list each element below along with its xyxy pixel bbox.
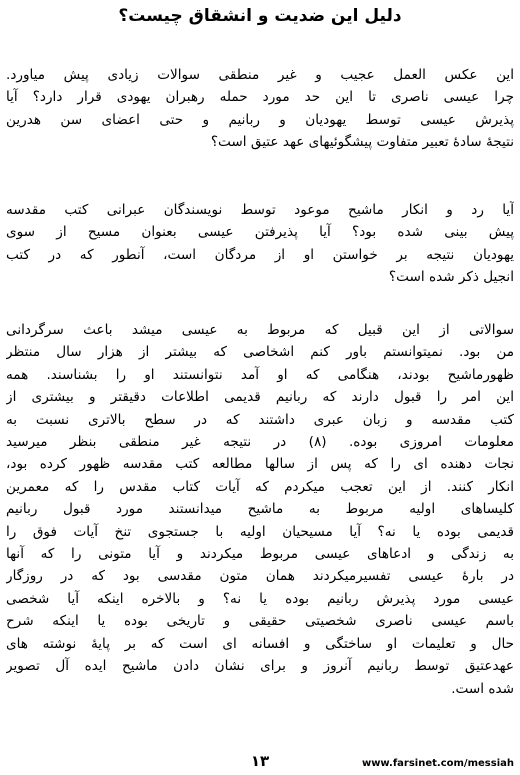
paragraph-line: عهدعتیق توسط ربانیم آنروز و برای نشان دادن ماشیح ایده آل تصویر <box>6 658 514 675</box>
paragraph-line: نجات دهنده ای را که پس از سالها مطالعه کتب مقدسه ظهور کرده بود، <box>6 456 514 473</box>
paragraph-line: حال و تعلیمات او ساختگی و افسانه ای است که بر پایهٔ نوشته های <box>6 635 514 652</box>
paragraph-line: پیش بینی شده بود؟ آیا پذیرفتن عیسی بعنوان مسیح از سوی <box>6 224 514 241</box>
paragraph-line: قدیمی بوده یا نه؟ آیا مسیحیان اولیه با جستجوی تنخ آیات فوق را <box>6 523 514 540</box>
paragraph-line: در بارهٔ عیسی تفسیرمیکردند همان متون مقدسی بود که در روزگار <box>6 568 514 585</box>
paragraph-line: کلیساهای اولیه مربوط به ماشیح میدانستند مورد قبول ربانیم <box>6 501 514 518</box>
paragraph-line: چرا عیسی ناصری تا این حد مورد حمله رهبران یهودی قرار دارد؟ آیا <box>6 89 514 106</box>
page-number: ۱۳ <box>250 752 270 770</box>
footer-url[interactable]: www.farsinet.com/messiah <box>361 758 514 769</box>
paragraph-line: یهودیان نتیجه بر خواستن او از مردگان است، آنطور که در کتب <box>6 246 514 263</box>
paragraph-line: شده است. <box>451 680 514 697</box>
paragraph-2 <box>6 199 514 289</box>
paragraph-line: انکار کنند. از این تعجب میکردم که آیات کتاب مقدس را که معمرین <box>6 478 514 495</box>
paragraph-line: این عکس العمل عجیب و غیر منطقی سوالات زیادی پیش میاورد. <box>6 67 514 83</box>
paragraph-line: پذیرش عیسی توسط یهودیان و ربانیم و حتی اعضای سن هدرین <box>6 111 514 128</box>
paragraph-line: آیا رد و انکار ماشیح موعود توسط نویسندگان عبرانی کتب مقدسه <box>6 202 514 218</box>
paragraph-line: معلومات امروزی بوده. (۸) در نتیجه غیر منطقی بنظر میرسید <box>6 434 514 451</box>
paragraph-line: من بود. نمیتوانستم باور کنم اشخاصی که بیشتر از هزار سال منتظر <box>6 344 514 361</box>
paragraph-line: عیسی مورد پذیرش ربانیم بوده یا نه؟ و بالاخره اینکه آیا شخصی <box>6 590 514 607</box>
paragraph-line: نتیجهٔ سادهٔ تعبیر متفاوت پیشگوئیهای عهد عتیق است؟ <box>210 134 514 151</box>
paragraph-line: سوالاتی از این قبیل که مربوط به عیسی میشد باعث سرگردانی <box>6 322 514 338</box>
paragraph-line: کتب مقدسه و زبان عبری داشتند که در سطح بالاتری نسبت به <box>6 411 514 428</box>
paragraph-line: این امر را قبول دارند که ربانیم قدیمی اطلاعات دقیقتر و بیشتری از <box>6 389 514 406</box>
paragraph-line: انجیل ذکر شده است؟ <box>388 269 514 286</box>
page-title: دلیل این ضدیت و انشقاق چیست؟ <box>118 6 402 26</box>
paragraph-1 <box>6 64 514 154</box>
paragraph-line: باسم عیسی ناصری شخصیتی حقیقی و تاریخی بوده یا اینکه شرح <box>6 613 514 630</box>
paragraph-line: ظهورماشیح بودند، هنگامی که او آمد نتوانستند او را بشناسند. همه <box>6 366 514 383</box>
paragraph-line: به زندگی و ادعاهای عیسی مربوط میکردند و آیا متونی را که آنها <box>6 546 514 563</box>
paragraph-3 <box>6 319 514 700</box>
